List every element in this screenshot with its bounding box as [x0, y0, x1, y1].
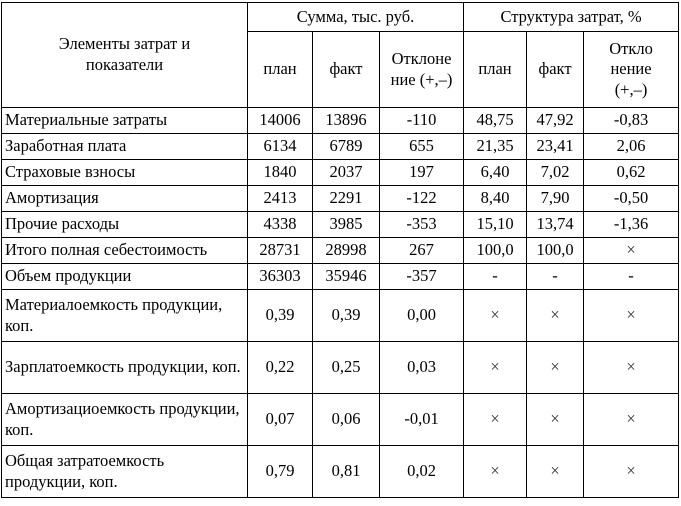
table-cell: -: [464, 264, 527, 290]
table-header: [2, 3, 679, 108]
table-cell: 13896: [313, 108, 380, 134]
table-cell: 2,06: [584, 134, 679, 160]
table-cell: ×: [464, 394, 527, 446]
row-label: Страховые взносы: [2, 160, 248, 186]
table-cell: 8,40: [464, 186, 527, 212]
row-label: Общая затратоемкость продукции, коп.: [2, 446, 248, 498]
table-cell: 23,41: [527, 134, 584, 160]
row-label: Материальные затраты: [2, 108, 248, 134]
table-cell: 48,75: [464, 108, 527, 134]
table-cell: -: [584, 264, 679, 290]
table-cell: 0,81: [313, 446, 380, 498]
table-row: [2, 394, 679, 446]
table-cell: 35946: [313, 264, 380, 290]
table-cell: 15,10: [464, 212, 527, 238]
table-cell: 3985: [313, 212, 380, 238]
row-label: Заработная плата: [2, 134, 248, 160]
table-cell: 0,03: [380, 342, 464, 394]
table-row: [2, 186, 679, 212]
table-cell: 0,39: [248, 290, 313, 342]
table-cell: 100,0: [464, 238, 527, 264]
table-cell: 6134: [248, 134, 313, 160]
table-cell: ×: [584, 342, 679, 394]
header-struct-deviation: Отклонение (+,–): [584, 32, 679, 108]
table-cell: 0,39: [313, 290, 380, 342]
cost-structure-table: [1, 2, 679, 498]
table-cell: 0,00: [380, 290, 464, 342]
header-sum-group: Сумма, тыс. руб.: [248, 3, 464, 32]
table-cell: ×: [584, 238, 679, 264]
table-row: [2, 446, 679, 498]
table-cell: -1,36: [584, 212, 679, 238]
table-cell: 267: [380, 238, 464, 264]
table-cell: 0,07: [248, 394, 313, 446]
table-cell: ×: [584, 394, 679, 446]
table-row: [2, 212, 679, 238]
header-struct-fact: факт: [527, 32, 584, 108]
table-cell: -122: [380, 186, 464, 212]
table-cell: -353: [380, 212, 464, 238]
table-cell: 197: [380, 160, 464, 186]
table-row: [2, 264, 679, 290]
table-cell: 655: [380, 134, 464, 160]
table-cell: 28998: [313, 238, 380, 264]
header-sum-deviation: Отклонение (+,–): [380, 32, 464, 108]
table-cell: -0,83: [584, 108, 679, 134]
table-cell: 13,74: [527, 212, 584, 238]
table-row: [2, 134, 679, 160]
header-struct-plan: план: [464, 32, 527, 108]
row-label: Итого полная себестоимость: [2, 238, 248, 264]
header-structure-group: Структура затрат, %: [464, 3, 679, 32]
table-cell: ×: [464, 446, 527, 498]
table-cell: 0,22: [248, 342, 313, 394]
table-body: [2, 108, 679, 498]
table-cell: ×: [584, 290, 679, 342]
row-label: Зарплатоемкость продукции, коп.: [2, 342, 248, 394]
table-cell: 100,0: [527, 238, 584, 264]
table-row: [2, 342, 679, 394]
table-cell: 14006: [248, 108, 313, 134]
table-cell: ×: [584, 446, 679, 498]
table-cell: -0,50: [584, 186, 679, 212]
header-elements: Элементы затрат и показатели: [2, 3, 248, 108]
table-cell: -110: [380, 108, 464, 134]
table-cell: 0,79: [248, 446, 313, 498]
row-label: Материалоемкость продукции, коп.: [2, 290, 248, 342]
table-cell: 7,90: [527, 186, 584, 212]
row-label: Прочие расходы: [2, 212, 248, 238]
table-cell: 4338: [248, 212, 313, 238]
row-label: Амортизация: [2, 186, 248, 212]
table-cell: 21,35: [464, 134, 527, 160]
header-sum-fact: факт: [313, 32, 380, 108]
row-label: Объем продукции: [2, 264, 248, 290]
table-cell: ×: [527, 342, 584, 394]
header-sum-plan: план: [248, 32, 313, 108]
table-cell: 47,92: [527, 108, 584, 134]
table-cell: 0,25: [313, 342, 380, 394]
table-cell: -357: [380, 264, 464, 290]
table-cell: 6,40: [464, 160, 527, 186]
table-row: [2, 290, 679, 342]
header-row-groups: [2, 3, 679, 32]
table-cell: 0,06: [313, 394, 380, 446]
table-cell: ×: [527, 290, 584, 342]
table-row: [2, 238, 679, 264]
table-cell: 1840: [248, 160, 313, 186]
table-cell: 7,02: [527, 160, 584, 186]
table-row: [2, 108, 679, 134]
table-cell: -: [527, 264, 584, 290]
table-cell: 2037: [313, 160, 380, 186]
table-cell: ×: [464, 290, 527, 342]
table-cell: ×: [527, 394, 584, 446]
table-cell: ×: [464, 342, 527, 394]
table-row: [2, 160, 679, 186]
table-cell: 2291: [313, 186, 380, 212]
table-cell: ×: [527, 446, 584, 498]
table-cell: 28731: [248, 238, 313, 264]
table-cell: 0,62: [584, 160, 679, 186]
row-label: Амортизациоемкость продукции, коп.: [2, 394, 248, 446]
table-cell: 2413: [248, 186, 313, 212]
table-cell: 36303: [248, 264, 313, 290]
table-cell: 0,02: [380, 446, 464, 498]
table-cell: -0,01: [380, 394, 464, 446]
table-cell: 6789: [313, 134, 380, 160]
